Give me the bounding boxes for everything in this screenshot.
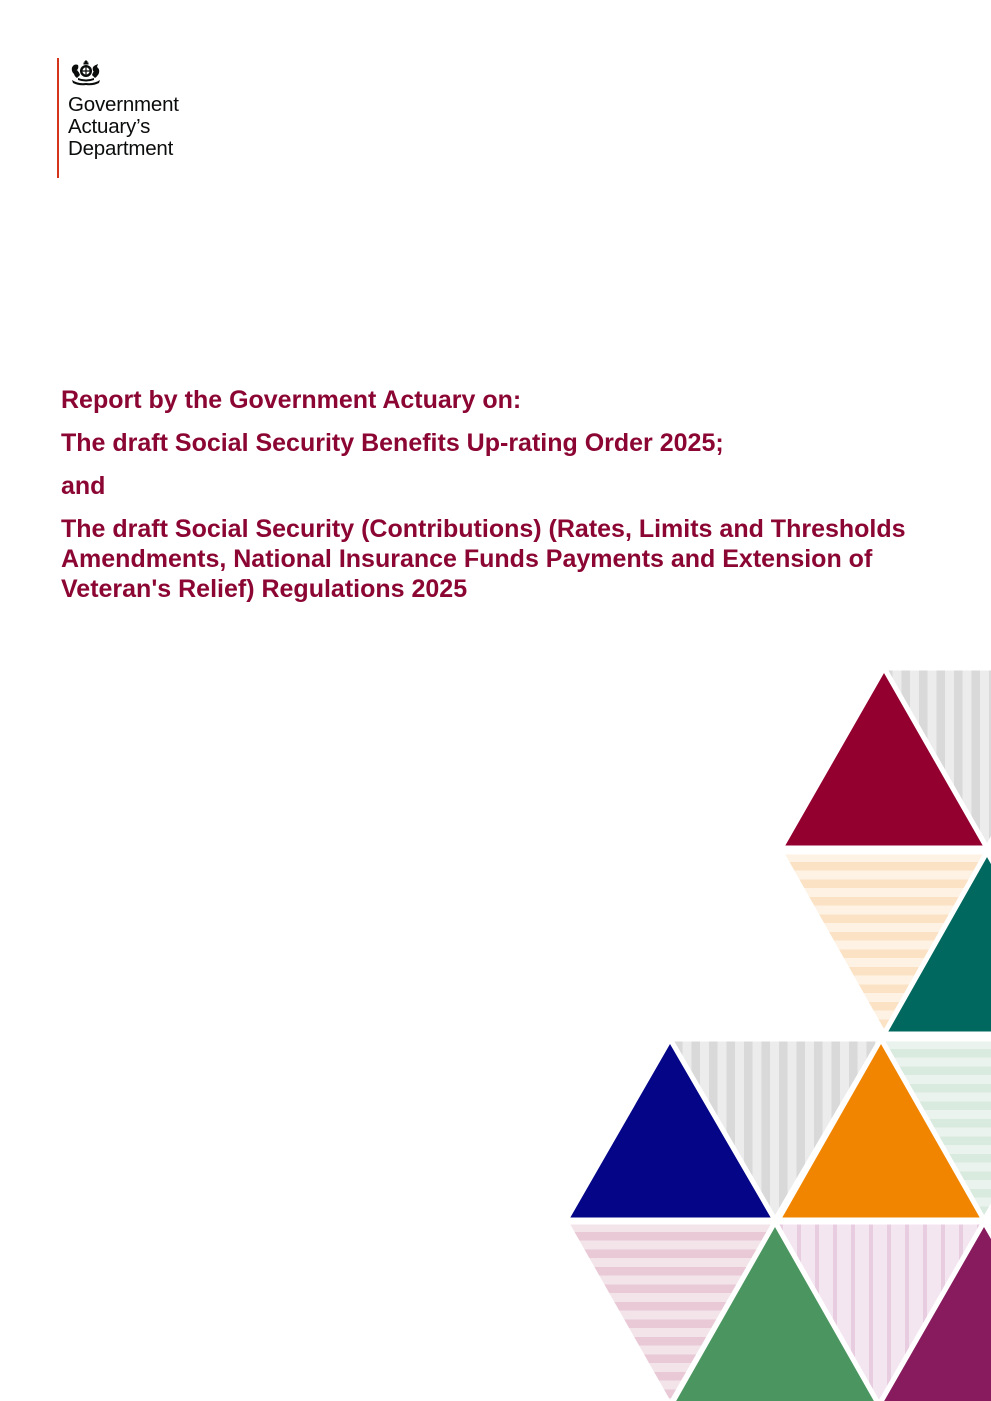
gad-logo bbox=[57, 58, 179, 178]
organisation-name-line-1: Government bbox=[68, 93, 179, 116]
green-triangle bbox=[671, 1222, 879, 1401]
title-conjunction: and bbox=[61, 472, 106, 500]
report-title bbox=[61, 385, 941, 604]
teal-triangle bbox=[884, 852, 991, 1034]
mint-striped-triangle bbox=[881, 1039, 991, 1220]
title-regulations: The draft Social Security (Contributions) (Rates, Limits and Thresholds Amendments, National Insurance Funds Payments and Extension of Veteran's Relief) Regulations 2025 bbox=[61, 515, 906, 603]
gray-striped-triangle-middle bbox=[670, 1039, 881, 1220]
gray-striped-triangle-top bbox=[884, 668, 991, 848]
pink-striped-triangle bbox=[566, 1222, 775, 1401]
royal-coat-of-arms-icon bbox=[68, 58, 104, 88]
organisation-name-line-2: Actuary’s bbox=[68, 115, 151, 138]
purple-triangle bbox=[879, 1222, 991, 1401]
crimson-triangle bbox=[781, 668, 987, 848]
organisation-name bbox=[68, 94, 179, 160]
lilac-striped-triangle bbox=[775, 1222, 984, 1401]
orange-triangle bbox=[778, 1039, 984, 1220]
peach-striped-triangle bbox=[781, 852, 987, 1034]
title-intro: Report by the Government Actuary on: bbox=[61, 386, 522, 414]
title-order: The draft Social Security Benefits Up-rating Order 2025; bbox=[61, 429, 724, 457]
organisation-name-line-3: Department bbox=[68, 137, 174, 160]
navy-triangle bbox=[566, 1039, 775, 1220]
